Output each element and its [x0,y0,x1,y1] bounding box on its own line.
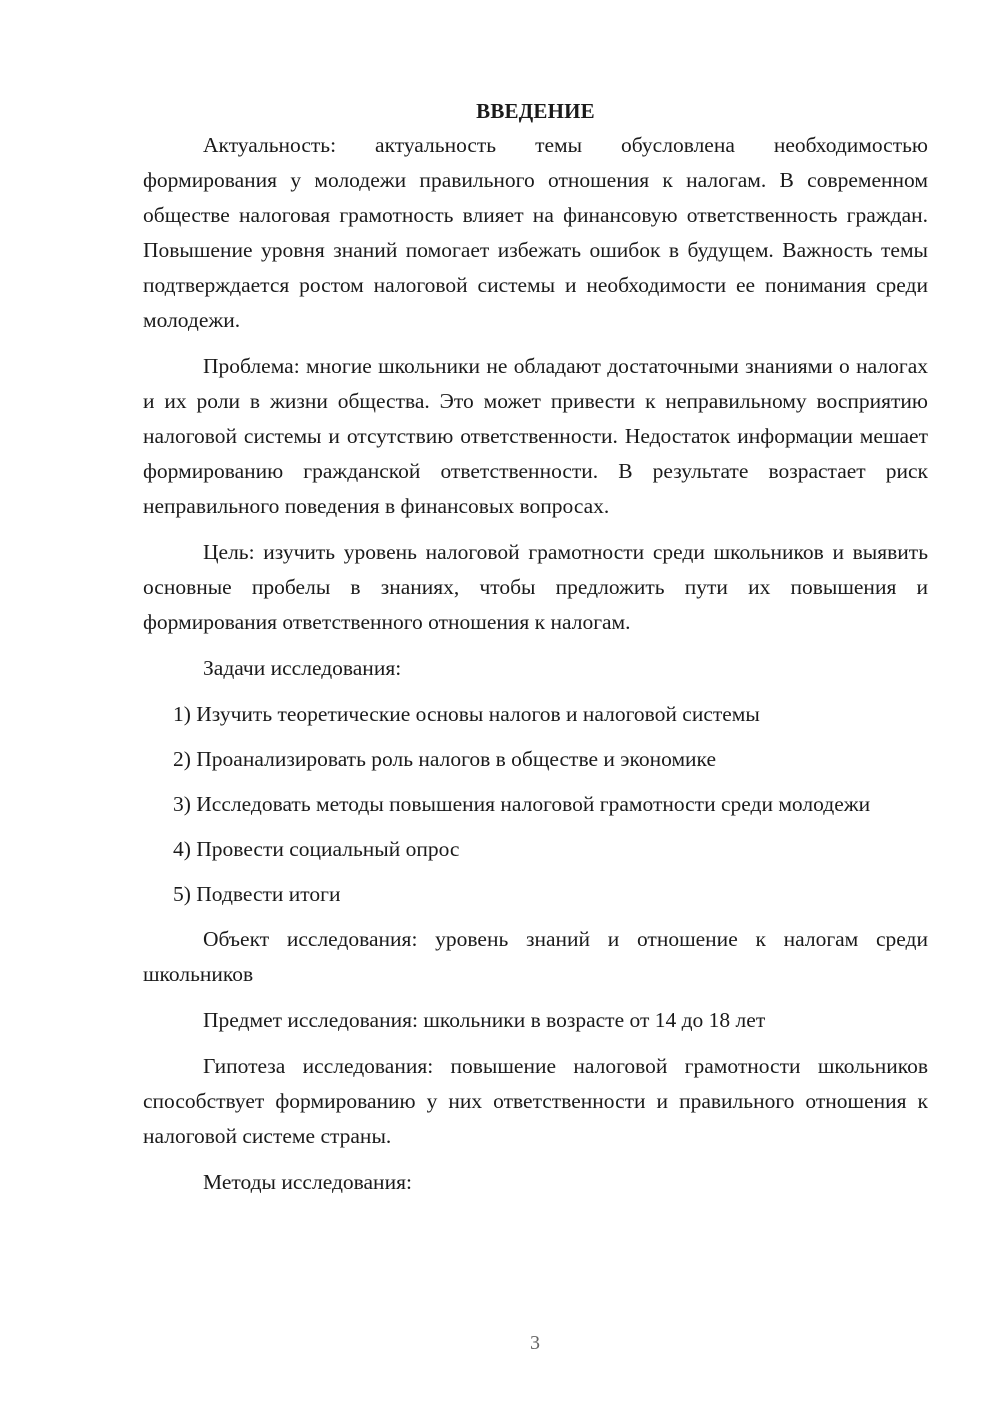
task-item: 4) Провести социальный опрос [173,837,460,861]
object-paragraph: Объект исследования: уровень знаний и отношение к налогам среди школьников [143,927,928,986]
document-page [143,94,928,1211]
goal-paragraph: Цель: изучить уровень налоговой грамотности среди школьников и выявить основные пробелы в знаниях, чтобы предложить пути их повышения и формирования ответственного отношения к налогам. [143,540,928,634]
page-number: 3 [530,1332,540,1354]
task-item: 2) Проанализировать роль налогов в обществе и экономике [173,747,717,771]
task-item: 3) Исследовать методы повышения налоговой грамотности среди молодежи [173,792,871,816]
subject-paragraph: Предмет исследования: школьники в возрасте от 14 до 18 лет [203,1008,766,1032]
methods-heading: Методы исследования: [203,1170,412,1194]
relevance-paragraph: Актуальность: актуальность темы обусловлена необходимостью формирования у молодежи правильного отношения к налогам. В современном обществе налоговая грамотность влияет на финансовую ответственность граждан. Повышение уровня знаний помогает избежать ошибок в будущем. Важность темы подтверждается ростом налоговой системы и необходимости ее понимания среди молодежи. [143,133,928,332]
hypothesis-paragraph: Гипотеза исследования: повышение налоговой грамотности школьников способствует формированию у них ответственности и правильного отношения к налоговой системе страны. [143,1054,928,1148]
problem-paragraph: Проблема: многие школьники не обладают достаточными знаниями о налогах и их роли в жизни общества. Это может привести к неправильному восприятию налоговой системы и отсутствию ответственности. Недостаток информации мешает формированию гражданской ответственности. В результате возрастает риск неправильного поведения в финансовых вопросах. [143,354,928,518]
task-item: 5) Подвести итоги [173,882,341,906]
task-item: 1) Изучить теоретические основы налогов и налоговой системы [173,702,760,726]
tasks-heading: Задачи исследования: [203,656,402,680]
document-heading: ВВЕДЕНИЕ [476,99,595,123]
